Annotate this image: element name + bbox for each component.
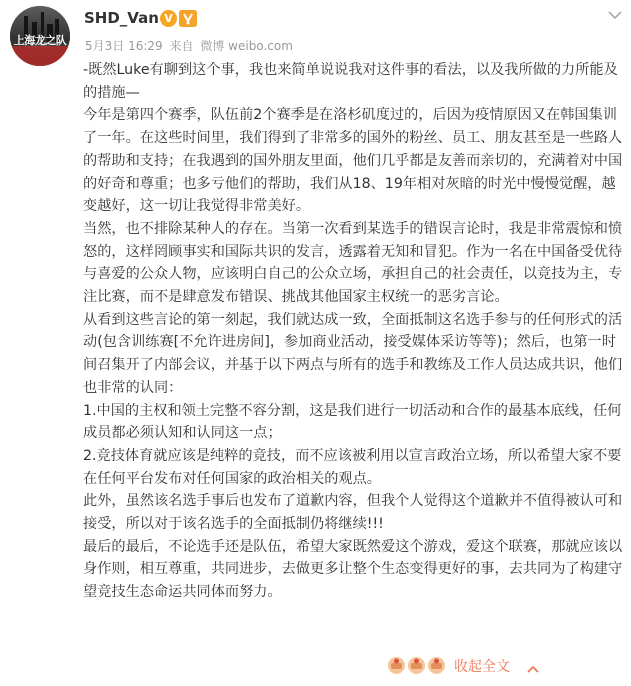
fist-emoji-icon [407, 656, 426, 675]
post-meta [85, 37, 296, 54]
avatar-logo-text: 上海龙之队 [13, 34, 67, 47]
post-paragraph: 从看到这些言论的第一刻起，我们就达成一致，全面抵制这名选手参与的任何形式的活动(包含训练赛[不允许进房间]，参加商业活动，接受媒体采访等等)；然后，也第一时间召集开了内部会议，并基于以下两点与所有的选手和教练及工作人员达成共识，他们也非常的认同： [83, 311, 623, 396]
post-date[interactable]: 5月3日 16:29 [85, 39, 163, 53]
post-via: 来自 [169, 39, 194, 53]
post-source[interactable]: 微博 weibo.com [200, 39, 293, 53]
chevron-up-icon[interactable] [527, 659, 539, 669]
fist-emoji-icon [427, 656, 446, 675]
username[interactable]: SHD_Van [84, 9, 159, 27]
post-paragraph: 今年是第四个赛季，队伍前2个赛季是在洛杉矶度过的，后因为疫情原因又在韩国集训了一年。在这些时间里，我们得到了非常多的国外的粉丝、员工、朋友甚至是一些路人的帮助和支持；在我遇到的国外朋友里面，他们几乎都是友善而亲切的，充满着对中国的好奇和尊重；也多亏他们的帮助，我们从18、19年相对灰暗的时光中慢慢觉醒，越变越好，这一切让我觉得非常美好。 [83, 107, 623, 215]
verified-icon[interactable]: V [160, 10, 177, 27]
post-paragraph: 此外，虽然该名选手事后也发布了道歉内容，但我个人觉得这个道歉并不值得被认可和接受，所以对于该名选手的全面抵制仍将继续!!! [83, 493, 623, 533]
level-badge-icon[interactable] [179, 10, 197, 27]
chevron-down-icon[interactable] [607, 6, 623, 18]
post-body [83, 59, 629, 604]
post-paragraph: -既然Luke有聊到这个事，我也来简单说说我对这件事的看法，以及我所做的力所能及的措施— [83, 62, 618, 101]
fist-emoji-icon [387, 656, 406, 675]
collapse-full-text-link[interactable]: 收起全文 [454, 659, 510, 675]
post-paragraph: 2.竞技体育就应该是纯粹的竞技，而不应该被利用以宣言政治立场，所以希望大家不要在任何平台发布对任何国家的政治相关的观点。 [83, 447, 622, 487]
avatar[interactable] [10, 6, 70, 66]
post-paragraph: 1.中国的主权和领土完整不容分割，这是我们进行一切活动和合作的最基本底线，任何成员都必须认知和认同这一点； [83, 402, 622, 442]
post-paragraph: 最后的最后，不论选手还是队伍，希望大家既然爱这个游戏，爱这个联赛，那就应该以身作则，相互尊重，共同进步，去做更多让整个生态变得更好的事，去共同为了构建守望竞技生态命运共同体而努力。 [83, 538, 623, 601]
post-paragraph: 当然，也不排除某种人的存在。当第一次看到某选手的错误言论时，我是非常震惊和愤怒的，这样罔顾事实和国际共识的发言，透露着无知和冒犯。作为一名在中国备受优待与喜爱的公众人物，应该明白自己的公众立场，承担自己的社会责任，以竞技为主，专注比赛，而不是肆意发布错误、挑战其他国家主权统一的恶劣言论。 [83, 220, 623, 306]
